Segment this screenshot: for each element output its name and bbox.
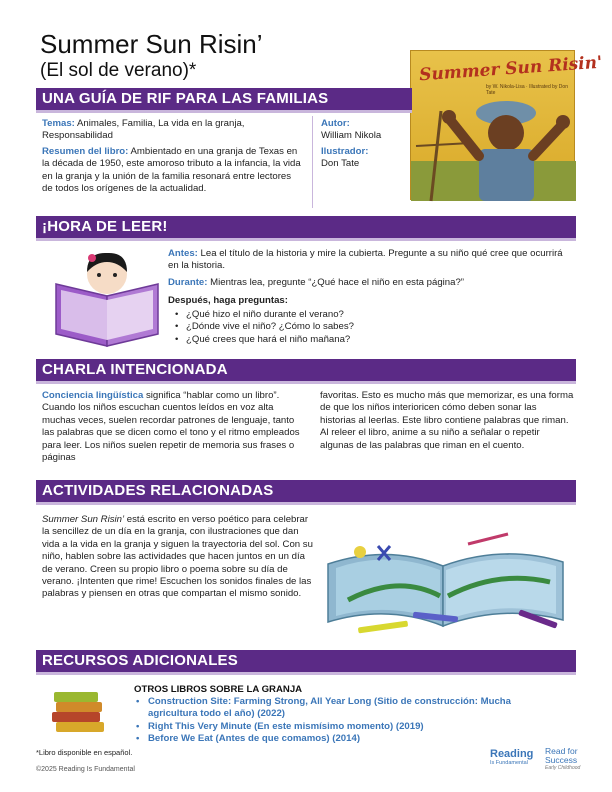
talk-column-1 (42, 390, 304, 464)
talk-text-1: significa “hablar como un libro”. Cuando los niños escuchan cuentos leídos en voz alta muchas veces, suelen recordar patrones de lenguaje, tanto las palabras que se dicen como el tono y el ritmo empleados para leer. Los niños suelen repetir de memoria sus frases o páginas (42, 390, 300, 464)
resource-book-item: • Right This Very Minute (En este mismísimo momento) (2019) (136, 721, 556, 733)
section-heading-activities: ACTIVIDADES RELACIONADAS (36, 480, 576, 502)
book-stack-icon (50, 690, 110, 736)
illustrator-label: Ilustrador: (321, 146, 369, 157)
themes-label: Temas: (42, 118, 75, 129)
themes-value: Animales, Familia, La vida en la granja, Responsabilidad (42, 118, 245, 142)
themes-block (42, 118, 304, 143)
question-item: • ¿Dónde vive el niño? ¿Cómo lo sabes? (172, 321, 562, 333)
talk-column-2: favoritas. Esto es mucho más que memorizar, es una forma de que los niños interioricen cómo deben sonar las historias al leerlas. Este libro contiene palabras que riman. Al releer el libro, anime a su niño a señalar o repetir algunas de las palabras que riman en el cuento. (320, 390, 574, 451)
summary-value: Ambientado en una granja de Texas en la década de 1950, este amoroso tributo a la infancia, la vida en la granja y la unión de la familia resonará entre lectores de todos los orígenes de la actualidad. (42, 146, 301, 195)
question-list (172, 309, 562, 346)
author-value: William Nikola (321, 130, 382, 142)
book-cover-image (410, 50, 603, 200)
rif-logo-sub: Is Fundamental (490, 760, 528, 766)
cover-title: Summer Sun Risin' (418, 52, 603, 86)
question-item: • ¿Qué crees que hará el niño mañana? (172, 334, 562, 346)
section-heading-guide: UNA GUÍA DE RIF PARA LAS FAMILIAS (36, 88, 412, 110)
activities-book-title: Summer Sun Risin’ (42, 514, 125, 525)
cover-byline: by W. Nikola-Lisa · Illustrated by Don Tate (486, 84, 568, 96)
resources-subheading: OTROS LIBROS SOBRE LA GRANJA (134, 684, 303, 695)
resource-book-item: • Before We Eat (Antes de que comamos) (2014) (136, 733, 556, 745)
resource-book-item: • Construction Site: Farming Strong, All Year Long (Sitio de construcción: Mucha agricultura todo el año) (2022) (136, 696, 556, 721)
term-label: Conciencia lingüística (42, 390, 144, 401)
column-divider (312, 116, 313, 208)
illustrator-value: Don Tate (321, 158, 360, 170)
after-label: Después, haga preguntas: (168, 295, 288, 306)
section-heading-resources: RECURSOS ADICIONALES (36, 650, 576, 672)
before-text: Lea el título de la historia y mire la cubierta. Pregunte a su niño qué cree que ocurrirá en la historia. (168, 248, 563, 272)
rfs-logo-sub: Early Childhood (545, 765, 581, 771)
section-heading-talk: CHARLA INTENCIONADA (36, 359, 576, 381)
read-for-success-logo (545, 747, 595, 771)
before-label: Antes: (168, 248, 198, 259)
rfs-logo-main: Read for Success (545, 746, 578, 765)
rif-logo-main: Reading (490, 748, 534, 760)
cover-illustration (411, 51, 576, 201)
section-heading-read: ¡HORA DE LEER! (36, 216, 576, 238)
during-label: Durante: (168, 277, 208, 288)
child-reading-icon (52, 248, 162, 348)
author-label: Autor: (321, 118, 350, 129)
spanish-note: *Libro disponible en español. (36, 748, 133, 757)
page-title: Summer Sun Risin’ (40, 29, 263, 59)
page-subtitle: (El sol de verano)* (40, 60, 197, 81)
open-book-crayons-illustration (318, 504, 573, 639)
author-block (321, 118, 411, 143)
before-block (168, 248, 568, 273)
summary-label: Resumen del libro: (42, 146, 129, 157)
question-item: • ¿Qué hizo el niño durante el verano? (172, 309, 562, 321)
during-block (168, 277, 568, 289)
activities-text (42, 514, 314, 601)
rif-logo (490, 748, 538, 766)
resource-book-list (136, 696, 556, 746)
illustrator-block (321, 146, 411, 171)
activities-body: está escrito en verso poético para celebrar la sencillez de un día en la granja, con ilustraciones que dan vida a la vida en la granja y siguen la trayectoria del sol. Con su niño, hablen sobre las actividades que hacen juntos en un día de verano. Creen su propio libro o poema sobre su día de verano. ¡Intenten que rime! Escuchen los sonidos finales de las palabras y piensen en otras que compartan el mismo sonido. (42, 514, 313, 600)
summary-block (42, 146, 304, 196)
copyright: ©2025 Reading Is Fundamental (36, 766, 135, 773)
during-text: Mientras lea, pregunte “¿Qué hace el niño en esta página?” (210, 277, 464, 288)
